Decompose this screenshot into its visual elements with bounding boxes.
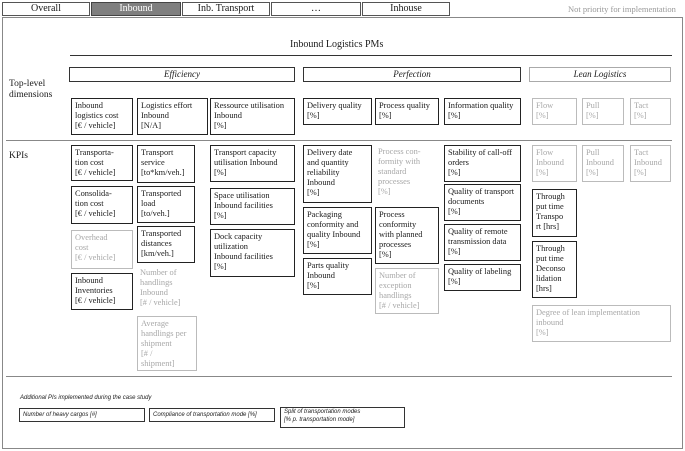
kpi-throughput-deconsolidation: Through put time Deconso lidation [hrs] bbox=[532, 241, 577, 298]
additional-pi-heavy-cargos: Number of heavy cargos [#] bbox=[19, 408, 145, 422]
kpi-packaging-conformity: Packaging conformity and quality Inbound [%] bbox=[303, 207, 372, 254]
kpi-quality-remote-transmission: Quality of remote transmission data [%] bbox=[444, 224, 521, 261]
kpi-space-utilisation: Space utilisation Inbound facilities [%] bbox=[210, 188, 295, 225]
row-label-kpis: KPIs bbox=[9, 151, 29, 161]
kpi-number-of-handlings: Number of handlings Inbound [# / vehicle] bbox=[140, 268, 181, 307]
dimension-lean-logistics: Lean Logistics bbox=[529, 67, 671, 82]
additional-pi-compliance: Compliance of transportation mode [%] bbox=[149, 408, 275, 422]
tab-ellipsis[interactable]: … bbox=[271, 2, 361, 16]
tab-overall[interactable]: Overall bbox=[2, 2, 90, 16]
kpi-average-handlings: Average handlings per shipment [# / shipment] bbox=[137, 316, 197, 371]
dimension-perfection: Perfection bbox=[303, 67, 521, 82]
row-label-top-level: Top-level dimensions bbox=[9, 79, 53, 100]
title-underline bbox=[70, 55, 672, 56]
pm-pull: Pull [%] bbox=[582, 98, 624, 125]
kpi-throughput-transport: Through put time Transpo rt [hrs] bbox=[532, 189, 577, 237]
legend-not-priority: Not priority for implementation bbox=[568, 4, 676, 14]
kpi-stability-calloff: Stability of call-off orders [%] bbox=[444, 145, 521, 182]
kpi-transport-service: Transport service [to*km/veh.] bbox=[137, 145, 195, 183]
kpi-consolidation-cost: Consolida- tion cost [€ / vehicle] bbox=[71, 186, 133, 224]
kpi-flow-inbound: Flow Inbound [%] bbox=[532, 145, 577, 182]
kpi-transport-capacity: Transport capacity utilisation Inbound [%] bbox=[210, 145, 295, 182]
pm-information-quality: Information quality [%] bbox=[444, 98, 521, 125]
pm-logistics-effort: Logistics effort Inbound [N/A] bbox=[137, 98, 208, 135]
kpi-tact-inbound: Tact Inbound [%] bbox=[630, 145, 671, 182]
tab-inbound[interactable]: Inbound bbox=[91, 2, 181, 16]
additional-pis-heading: Additional PIs implemented during the case study bbox=[20, 395, 152, 401]
additional-pi-split-modes: Split of transportation modes [% p. transportation mode] bbox=[280, 407, 405, 428]
kpi-parts-quality: Parts quality Inbound [%] bbox=[303, 258, 372, 295]
divider-kpis bbox=[6, 376, 672, 377]
kpi-quality-transport-documents: Quality of transport documents [%] bbox=[444, 184, 521, 221]
kpi-transported-distances: Transported distances [km/veh.] bbox=[137, 226, 195, 263]
kpi-degree-lean-implementation: Degree of lean implementation inbound [%] bbox=[532, 305, 671, 342]
kpi-pull-inbound: Pull Inbound [%] bbox=[582, 145, 624, 182]
tab-inhouse[interactable]: Inhouse bbox=[362, 2, 450, 16]
kpi-process-conformity-standard: Process con- formity with standard processes [%] bbox=[378, 147, 421, 196]
divider-top-level bbox=[6, 140, 672, 141]
kpi-dock-capacity: Dock capacity utilization Inbound facilities [%] bbox=[210, 229, 295, 277]
pm-flow: Flow [%] bbox=[532, 98, 577, 125]
kpi-exception-handlings: Number of exception handlings [# / vehicle] bbox=[375, 268, 439, 314]
kpi-quality-labeling: Quality of labeling [%] bbox=[444, 264, 521, 291]
kpi-delivery-date-reliability: Delivery date and quantity reliability Inbound [%] bbox=[303, 145, 372, 203]
pm-inbound-logistics-cost: Inbound logistics cost [€ / vehicle] bbox=[71, 98, 133, 135]
kpi-process-conformity-planned: Process conformity with planned processes [%] bbox=[375, 207, 439, 264]
kpi-transportation-cost: Transporta- tion cost [€ / vehicle] bbox=[71, 145, 133, 181]
tab-inb-transport[interactable]: Inb. Transport bbox=[182, 2, 270, 16]
diagram-title: Inbound Logistics PMs bbox=[290, 39, 384, 50]
kpi-overhead-cost: Overhead cost [€ / vehicle] bbox=[71, 230, 133, 269]
pm-tact: Tact [%] bbox=[630, 98, 671, 125]
pm-delivery-quality: Delivery quality [%] bbox=[303, 98, 372, 125]
pm-resource-utilisation: Ressource utilisation Inbound [%] bbox=[210, 98, 295, 135]
dimension-efficiency: Efficiency bbox=[69, 67, 295, 82]
pm-process-quality: Process quality [%] bbox=[375, 98, 439, 125]
kpi-inbound-inventories: Inbound Inventories [€ / vehicle] bbox=[71, 273, 133, 310]
kpi-transported-load: Transported load [to/veh.] bbox=[137, 186, 195, 223]
